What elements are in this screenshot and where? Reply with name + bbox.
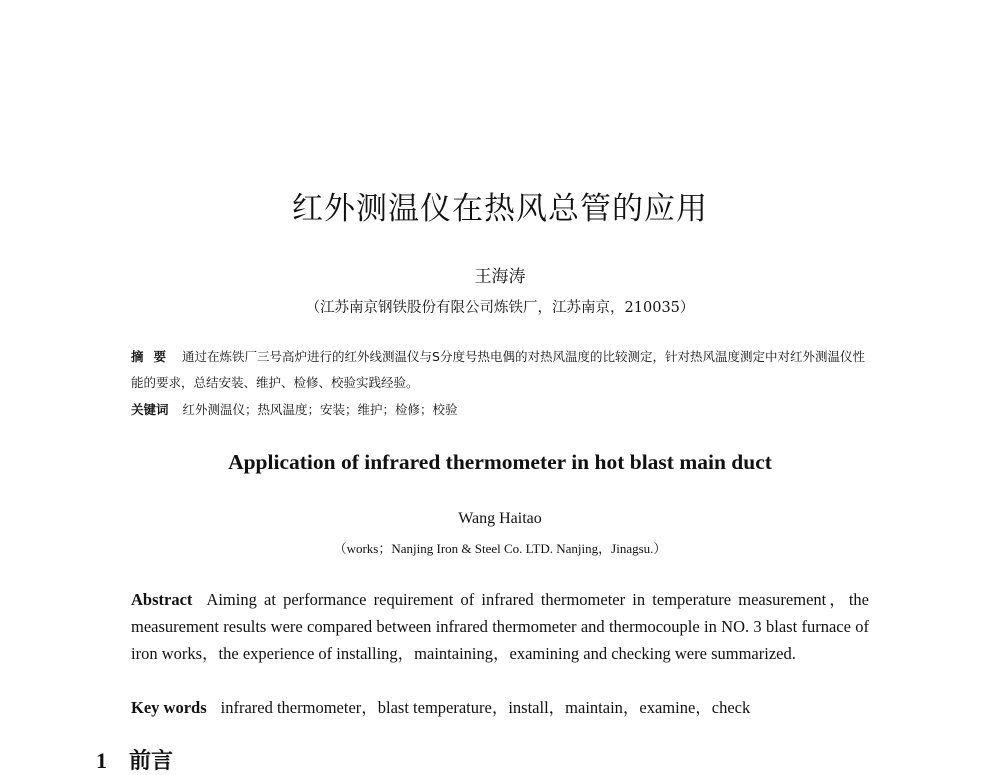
english-abstract bbox=[131, 586, 869, 667]
chinese-affiliation: （江苏南京钢铁股份有限公司炼铁厂，江苏南京，210035） bbox=[305, 300, 695, 316]
english-abstract-text: Aiming at performance requirement of infrared thermometer in temperature measurement，the measurement results were compared between infrared thermometer and thermocouple in NO. 3 blast furnace of iron works，the experience of installing，maintaining，examining and checking were summarized. bbox=[131, 590, 869, 663]
chinese-keywords-text: 红外测温仪；热风温度；安装；维护；检修；校验 bbox=[182, 402, 458, 417]
section-number: 1 bbox=[96, 748, 107, 773]
english-keywords-text: infrared thermometer，blast temperature，install，maintain，examine，check bbox=[220, 698, 751, 717]
chinese-keywords bbox=[131, 397, 871, 423]
chinese-title: 红外测温仪在热风总管的应用 bbox=[292, 191, 708, 227]
section-title: 前言 bbox=[129, 749, 174, 774]
english-keywords bbox=[131, 694, 869, 721]
chinese-keywords-label: 关键词 bbox=[131, 402, 169, 417]
chinese-author: 王海涛 bbox=[474, 267, 526, 287]
english-author: Wang Haitao bbox=[458, 510, 542, 527]
english-abstract-label: Abstract bbox=[131, 590, 193, 609]
chinese-abstract bbox=[131, 344, 871, 396]
english-title: Application of infrared thermometer in hot blast main duct bbox=[228, 450, 772, 474]
english-affiliation: （works；Nanjing Iron & Steel Co. LTD. Nanjing，Jinagsu.） bbox=[333, 541, 667, 556]
section-heading bbox=[96, 744, 173, 775]
chinese-abstract-text: 通过在炼铁厂三号高炉进行的红外线测温仪与S分度号热电偶的对热风温度的比较测定，针对热风温度测定中对红外测温仪性能的要求，总结安装、维护、检修、校验实践经验。 bbox=[131, 349, 865, 390]
chinese-abstract-label: 摘要 bbox=[131, 349, 177, 364]
english-keywords-label: Key words bbox=[131, 698, 207, 717]
